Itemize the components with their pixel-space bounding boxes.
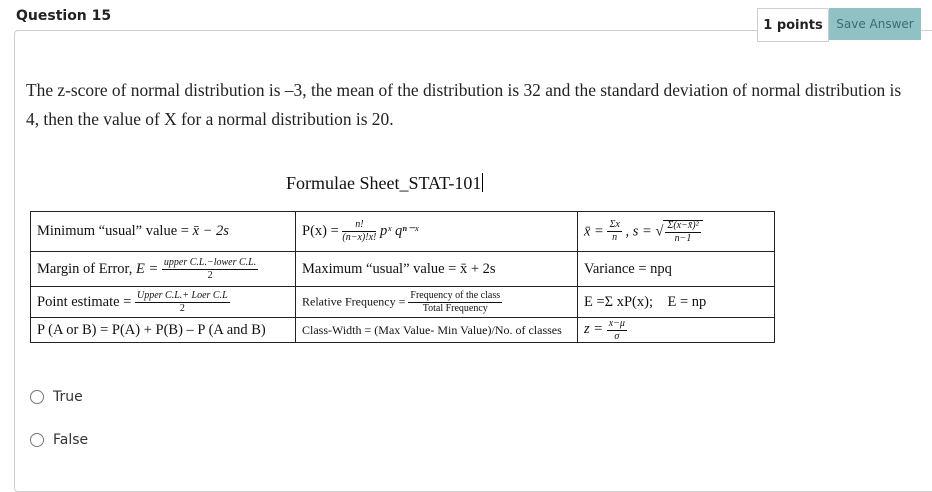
option-true-label[interactable]: True [53,389,83,405]
cell-expectation [578,287,775,318]
min-usual-label: Minimum “usual” value = [37,223,193,239]
rel-freq-numerator: Frequency of the class [410,289,501,301]
formula-table [30,211,775,343]
cell-prob-or: P (A or B) = P(A) + P(B) – P (A and B) [31,318,296,343]
mean-denominator: n [612,232,618,243]
binomial-denominator: (n−x)!x! [342,232,377,243]
binomial-numerator: n! [342,220,376,232]
z-lhs: z = [584,320,607,337]
point-estimate-label: Point estimate = [37,293,135,310]
rel-freq-denominator: Total Frequency [422,302,488,314]
sd-lhs: , s = [625,222,656,239]
margin-e: E = [136,260,162,277]
sd-numerator: Σ(x−x̄)² [667,219,699,231]
rel-freq-label: Relative Frequency = [302,293,409,308]
sd-denominator: n−1 [674,232,692,244]
point-estimate-fraction [135,291,230,314]
mean-fraction [607,220,621,243]
radio-false[interactable] [30,433,44,447]
formula-sheet-title [286,173,483,194]
option-false[interactable] [30,432,88,448]
sqrt-sign: √ [655,222,664,239]
cell-min-usual [31,212,296,252]
save-answer-button[interactable]: Save Answer [829,8,921,40]
expectation-np: E = np [667,293,707,310]
binomial-lhs: P(x) = [302,222,343,239]
formula-sheet-title-text: Formulae Sheet_STAT-101 [286,173,482,193]
margin-numerator: upper C.L.−lower C.L. [163,256,257,268]
sd-fraction [663,220,702,244]
mean-lhs: x̄ = [584,222,608,239]
option-false-label[interactable]: False [53,432,89,448]
binomial-rest: pˣ qⁿ⁻ˣ [379,222,419,239]
z-fraction [607,319,627,342]
point-estimate-numerator: Upper C.L.+ Loer C.L [137,289,228,301]
cell-margin-error [31,252,296,287]
option-true[interactable] [30,389,83,405]
cell-relative-frequency [296,287,578,318]
binomial-fraction [342,220,376,243]
cell-point-estimate [31,287,296,318]
expectation-xp: E =Σ xP(x); [584,293,653,310]
question-title: Question 15 [16,8,112,24]
points-label: 1 points [757,8,829,42]
cell-mean-sd [578,212,775,252]
point-estimate-denominator: 2 [179,302,185,314]
cell-variance: Variance = npq [578,252,775,287]
margin-fraction [162,258,258,281]
min-usual-expr: x̄ − 2s [192,223,229,239]
cell-max-usual: Maximum “usual” value = x̄ + 2s [296,252,578,287]
text-cursor [482,173,483,192]
cell-binomial [296,212,578,252]
radio-true[interactable] [30,390,44,404]
z-denominator: σ [614,330,620,342]
rel-freq-fraction [408,291,502,314]
cell-z-score [578,318,775,343]
margin-denominator: 2 [207,269,213,281]
z-numerator: x−μ [608,317,625,329]
question-text: The z-score of normal distribution is –3, the mean of the distribution is 32 and the standard deviation of normal distribution is 4, then the value of X for a normal distribution is 20. [26,80,902,129]
cell-class-width: Class-Width = (Max Value- Min Value)/No. of classes [296,318,578,343]
margin-label: Margin of Error, [37,260,137,277]
mean-numerator: Σx [609,219,620,230]
